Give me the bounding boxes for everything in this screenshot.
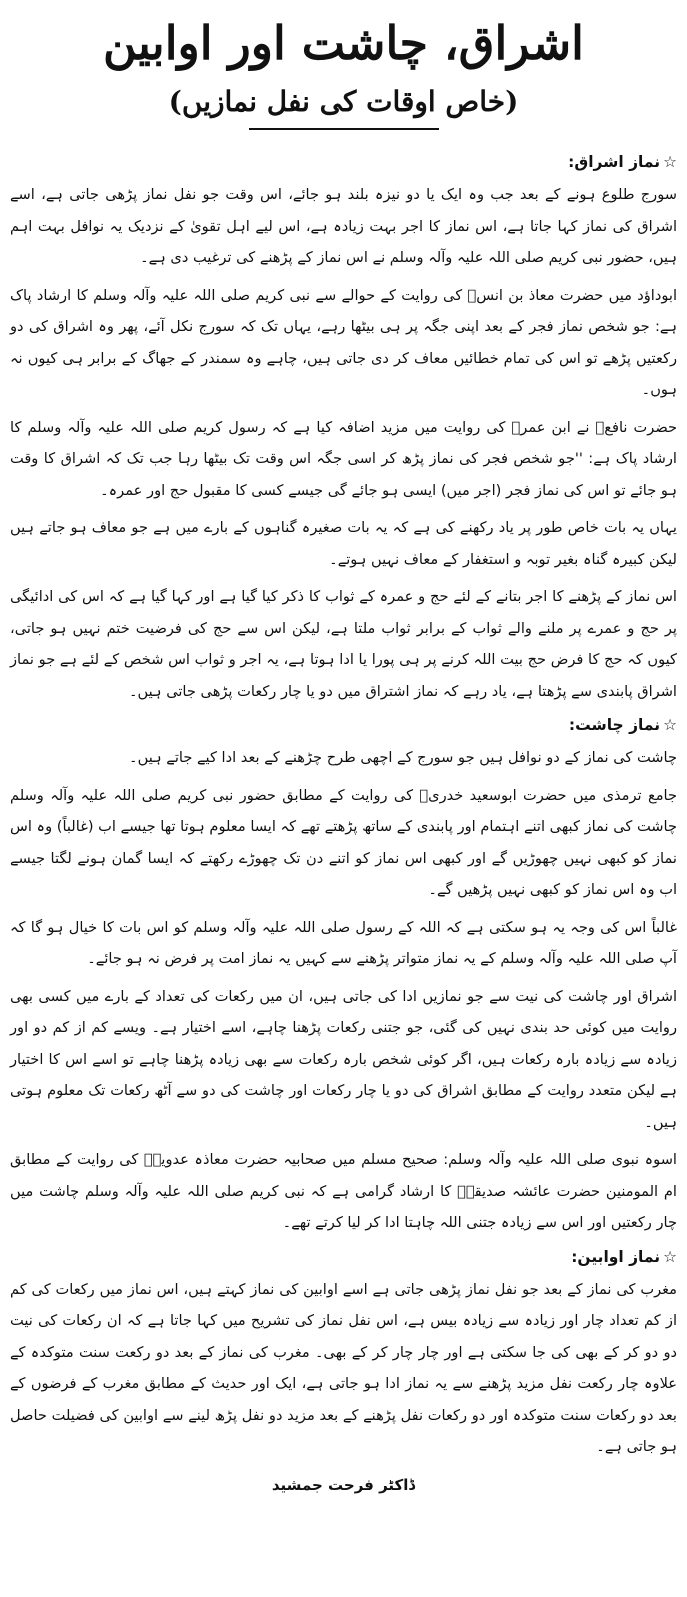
paragraph: ابوداؤد میں حضرت معاذ بن انسؓ کی روایت کے حوالے سے نبی کریم صلی اللہ علیہ وآلہ وسلم کا ارشاد پاک ہے: جو شخص نماز فجر کے بعد اپنی جگہ پر ہی بیٹھا رہے، یہاں تک کہ سورج نکل آئے، پھر وہ اشراق کی دو رکعتیں پڑھے تو اس کی تمام خطائیں معاف کر دی جاتی ہیں، چاہے وہ سمندر کے جھاگ کے برابر ہی کیوں نہ ہوں۔	[10, 286, 677, 398]
star-outline-icon: ☆	[663, 1247, 677, 1266]
page-subtitle: (خاص اوقات کی نفل نمازیں)	[168, 85, 519, 118]
paragraph: اس نماز کے پڑھنے کا اجر بتانے کے لئے حج و عمرہ کے ثواب کا ذکر کیا گیا ہے اور کہا گیا ہے کہ اس کی ادائیگی پر حج و عمرے پر ملنے والے ثواب کے برابر ثواب ملتا ہے، لیکن اس سے حج کی فرضیت ختم نہیں ہو جاتی، کیوں کہ حج کا فرض حج بیت اللہ کرنے پر ہی پورا یا ادا ہوتا ہے، یہ اجر و ثواب اس شخص کے لئے ہے جو نماز اشراق پابندی سے پڑھتا ہے، یاد رہے کہ نماز اشتراق میں دو یا چار رکعات پڑھی جاتی ہیں۔	[10, 588, 677, 700]
section-heading	[10, 1245, 677, 1270]
paragraph: غالباً اس کی وجہ یہ ہو سکتی ہے کہ اللہ کے رسول صلی اللہ علیہ وآلہ وسلم کو اس بات کا خیال ہو گا کہ آپ صلی اللہ علیہ وآلہ وسلم کے یہ نماز متواتر پڑھنے سے کہیں یہ نماز امت پر فرض نہ ہو جائے۔	[10, 918, 677, 967]
section-chasht	[10, 713, 677, 1239]
section-heading-text: نماز چاشت:	[568, 716, 661, 734]
section-ishraq	[10, 150, 677, 707]
paragraph: یہاں یہ بات خاص طور پر یاد رکھنے کی ہے کہ یہ بات صغیرہ گناہوں کے بارے میں ہے جو معاف ہو جاتے ہیں لیکن کبیرہ گناہ بغیر توبہ و استغفار کے معاف نہیں ہوتے۔	[10, 519, 677, 568]
paragraph: سورج طلوع ہونے کے بعد جب وہ ایک یا دو نیزہ بلند ہو جائے، اس وقت جو نفل نماز پڑھی جاتی ہے، اسے اشراق کی نماز کہا جاتا ہے، اس نماز کا اجر بہت زیادہ ہے، اس لیے اہل تقویٰ کے نزدیک یہ نوافل بہت اہم ہیں، حضور نبی کریم صلی اللہ علیہ وآلہ وسلم نے اس نماز کے پڑھنے کی ترغیب دی ہے۔	[10, 186, 677, 266]
star-outline-icon: ☆	[663, 716, 677, 734]
paragraph: اشراق اور چاشت کی نیت سے جو نمازیں ادا کی جاتی ہیں، ان میں رکعات کی تعداد کے بارے میں کسی بھی روایت میں کوئی حد بندی نہیں کی گئی، جو جتنی رکعات پڑھنا چاہے، اسے اختیار ہے۔ ویسے کم از کم دو اور زیادہ سے زیادہ بارہ رکعات ہیں، اگر کوئی شخص بارہ رکعات سے بھی زیادہ پڑھنا چاہے تو اسے اس کا اختیار ہے لیکن متعدد روایت کے مطابق اشراق کی دو یا چار رکعات اور چاشت کی دو سے آٹھ رکعات تک معلوم ہوتی ہیں۔	[10, 987, 677, 1131]
paragraph: اسوہ نبوی صلی اللہ علیہ وآلہ وسلم: صحیح مسلم میں صحابیہ حضرت معاذہ عدویہؓ کی روایت کے مطابق ام المومنین حضرت عائشہ صدیقہؓ کا ارشاد گرامی ہے کہ نبی کریم صلی اللہ علیہ وآلہ وسلم چاشت میں چار رکعتیں اور اس سے زیادہ جتنی اللہ چاہتا ادا کر لیا کرتے تھے۔	[10, 1151, 677, 1231]
page-title: اشراق، چاشت اور اوابین	[103, 16, 584, 70]
paragraph: چاشت کی نماز کے دو نوافل ہیں جو سورج کے اچھی طرح چڑھنے کے بعد ادا کیے جاتے ہیں۔	[129, 749, 677, 766]
section-awwabin	[10, 1245, 677, 1463]
paragraph: حضرت نافعؒ نے ابن عمرؓ کی روایت میں مزید اضافہ کیا ہے کہ رسول کریم صلی اللہ علیہ وآلہ وسلم کا ارشاد پاک ہے: ''جو شخص فجر کی نماز پڑھ کر اسی جگہ اس وقت تک بیٹھا رہا جب تک کہ اشراق کا وقت ہو جائے تو اس کی نماز فجر (اجر میں) ایسی ہو جائے گی جیسے کسی کا مقبول حج اور عمرہ۔	[10, 418, 677, 499]
section-heading-text: نماز اشراق:	[568, 153, 661, 171]
section-heading-text: نماز اوابین:	[571, 1247, 661, 1266]
paragraph: مغرب کی نماز کے بعد جو نفل نماز پڑھی جاتی ہے اسے اوابین کی نماز کہتے ہیں، اس نماز میں رکعات کی کم از کم تعداد چار اور زیادہ سے زیادہ بیس ہے، اس نفل نماز کی تشریح میں کہا جاتا ہے کہ ان رکعات کی نیت دو دو کر کے بھی کی جا سکتی ہے اور چار چار کر کے بھی۔ مغرب کی نماز کے بعد دو رکعت سنت متوکدہ کے علاوہ چار رکعت نفل مزید پڑھنے سے یہ نماز ادا ہو جاتی ہے، ایک اور حدیث کے مطابق مغرب کے فرضوں کے بعد دو رکعات سنت متوکدہ اور دو رکعات نفل پڑھنے کے بعد مزید دو نفل پڑھ لینے سے اوابین کی فضیلت حاصل ہو جاتی ہے۔	[10, 1280, 677, 1455]
paragraph: جامع ترمذی میں حضرت ابوسعید خدریؓ کی روایت کے مطابق حضور نبی کریم صلی اللہ علیہ وآلہ وسلم چاشت کی نماز کبھی اتنے اہتمام اور پابندی کے ساتھ پڑھتے تھے کہ ایسا معلوم ہوتا تھا جیسے اب (غالباً) وہ اس نماز کو کبھی نہیں چھوڑیں گے اور کبھی اس نماز کو اتنے دن تک چھوڑے رکھتے کہ ایسا گمان ہونے لگتا جیسے اب وہ اس نماز کو کبھی نہیں پڑھیں گے۔	[10, 786, 677, 898]
section-heading	[10, 713, 677, 738]
star-outline-icon: ☆	[663, 153, 677, 171]
author-signature: ڈاکٹر فرحت جمشید	[271, 1475, 416, 1494]
section-heading	[10, 150, 677, 175]
subtitle-underline	[249, 128, 439, 130]
